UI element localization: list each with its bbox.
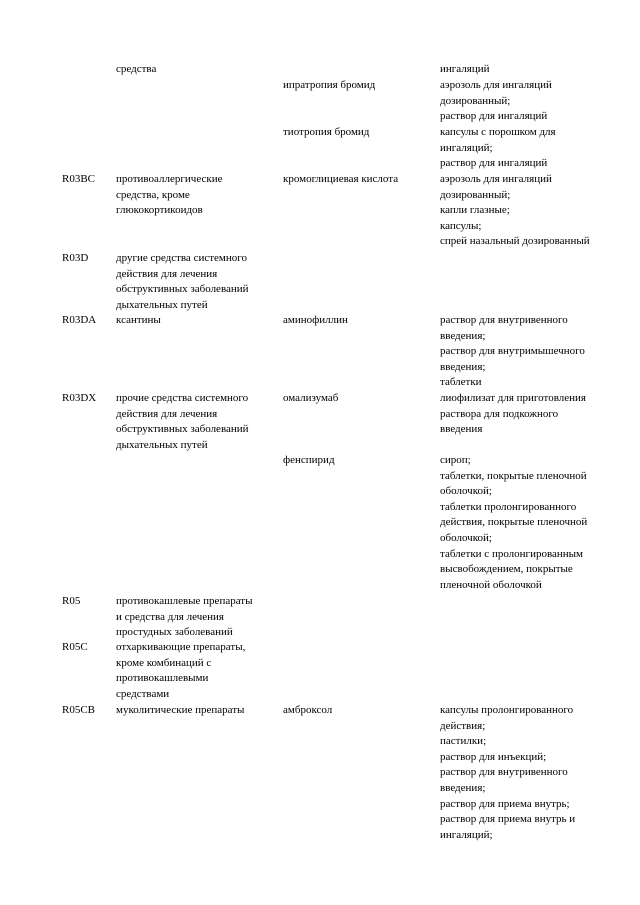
dosage-forms-line: введения; — [440, 360, 486, 373]
dosage-forms — [440, 172, 630, 250]
pharmacological-group-line: муколитические препараты — [116, 704, 245, 716]
dosage-forms-line: спрей назальный дозированный — [440, 235, 590, 248]
dosage-forms-line: таблетки, покрытые пленочной — [440, 469, 587, 482]
drug-name — [283, 703, 433, 719]
pharmacological-group — [116, 594, 274, 641]
pharmacological-group — [116, 172, 274, 219]
pharmacological-group-line: отхаркивающие препараты, — [116, 641, 246, 653]
atc-code — [62, 640, 114, 656]
atc-code-line: R03D — [62, 252, 89, 264]
drug-name-line: тиотропия бромид — [283, 126, 370, 138]
pharmacological-group-line: противокашлевые препараты — [116, 595, 253, 607]
pharmacological-group — [116, 703, 274, 719]
dosage-forms-line: раствор для инъекций; — [440, 750, 547, 763]
dosage-forms-line: сироп; — [440, 454, 471, 466]
atc-code-line: R05 — [62, 595, 81, 607]
pharmacological-group-line: и средства для лечения — [116, 610, 224, 623]
pharmacological-group — [116, 313, 274, 329]
dosage-forms-line: раствор для приема внутрь и — [440, 813, 576, 826]
dosage-forms-line: ингаляций — [440, 63, 490, 75]
drug-name — [283, 391, 433, 407]
dosage-forms-line: аэрозоль для ингаляций — [440, 79, 552, 91]
atc-code — [62, 251, 114, 267]
pharmacological-group-line: противокашлевыми — [116, 672, 209, 685]
pharmacological-group-line: ксантины — [116, 314, 161, 326]
pharmacological-group-line: простудных заболеваний — [116, 626, 233, 639]
pharmacological-group-line: дыхательных путей — [116, 438, 208, 451]
pharmacological-group-line: противоаллергические — [116, 173, 223, 185]
dosage-forms-line: капсулы с порошком для — [440, 126, 556, 138]
dosage-forms-line: дозированный; — [440, 188, 511, 201]
drug-name — [283, 125, 433, 141]
dosage-forms-line: лиофилизат для приготовления — [440, 392, 586, 404]
pharmacological-group-line: средства — [116, 63, 157, 75]
drug-name-line: омализумаб — [283, 392, 339, 404]
atc-code — [62, 172, 114, 188]
dosage-forms-line: раствор для внутримышечного — [440, 345, 585, 358]
atc-code — [62, 391, 114, 407]
dosage-forms-line: оболочкой; — [440, 485, 492, 498]
pharmacological-group-line: средствами — [116, 687, 170, 700]
dosage-forms — [440, 125, 630, 172]
dosage-forms-line: капли глазные; — [440, 204, 510, 217]
atc-code — [62, 703, 114, 719]
drug-name-line: кромоглициевая кислота — [283, 173, 399, 185]
drug-name — [283, 453, 433, 469]
dosage-forms-line: капсулы пролонгированного — [440, 704, 574, 716]
atc-code-line: R03DA — [62, 314, 97, 326]
pharmacological-group-line: средства, кроме — [116, 188, 190, 201]
dosage-forms-line: аэрозоль для ингаляций — [440, 173, 552, 185]
drug-name-line: фенспирид — [283, 454, 335, 466]
pharmacological-group-line: другие средства системного — [116, 252, 247, 264]
atc-code — [62, 313, 114, 329]
atc-code — [62, 594, 114, 610]
dosage-forms-line: таблетки с пролонгированным — [440, 547, 584, 560]
dosage-forms-line: дозированный; — [440, 94, 511, 107]
dosage-forms — [440, 313, 630, 391]
drug-name-line: ипратропия бромид — [283, 79, 376, 91]
dosage-forms-line: введения; — [440, 329, 486, 342]
pharmacological-group-line: действия для лечения — [116, 267, 218, 280]
pharmacological-group — [116, 640, 274, 702]
drug-name — [283, 313, 433, 329]
dosage-forms — [440, 78, 630, 125]
dosage-forms-line: ингаляций; — [440, 828, 493, 841]
dosage-forms — [440, 62, 630, 78]
dosage-forms-line: раствор для внутривенного — [440, 314, 568, 326]
dosage-forms — [440, 453, 630, 593]
dosage-forms-line: введения — [440, 423, 483, 436]
drug-name — [283, 172, 433, 188]
pharmacological-group — [116, 62, 274, 78]
drug-name — [283, 78, 433, 94]
dosage-forms-line: раствор для внутривенного — [440, 766, 568, 779]
dosage-forms-line: капсулы; — [440, 219, 482, 232]
pharmacological-group-line: глюкокортикоидов — [116, 204, 203, 217]
pharmacological-group-line: прочие средства системного — [116, 392, 249, 404]
dosage-forms-line: раствор для приема внутрь; — [440, 797, 570, 810]
dosage-forms-line: раствор для ингаляций — [440, 110, 548, 123]
pharmacological-group-line: обструктивных заболеваний — [116, 283, 249, 296]
pharmacological-group-line: дыхательных путей — [116, 298, 208, 311]
dosage-forms-line: пленочной оболочкой — [440, 578, 542, 591]
dosage-forms-line: оболочкой; — [440, 531, 492, 544]
dosage-forms-line: раствора для подкожного — [440, 407, 559, 420]
dosage-forms — [440, 391, 630, 438]
pharmacological-group-line: действия для лечения — [116, 407, 218, 420]
pharmacological-group — [116, 391, 274, 453]
dosage-forms-line: таблетки пролонгированного — [440, 500, 577, 513]
dosage-forms-line: введения; — [440, 781, 486, 794]
atc-code-line: R05CB — [62, 704, 96, 716]
dosage-forms-line: высвобождением, покрытые — [440, 563, 573, 576]
atc-code-line: R05C — [62, 641, 88, 653]
drug-name-line: аминофиллин — [283, 314, 348, 326]
dosage-forms-line: действия; — [440, 719, 486, 732]
drug-name-line: амброксол — [283, 704, 333, 716]
dosage-forms-line: раствор для ингаляций — [440, 157, 548, 170]
dosage-forms-line: действия, покрытые пленочной — [440, 516, 588, 529]
atc-code-line: R03BC — [62, 173, 96, 185]
dosage-forms-line: пастилки; — [440, 735, 487, 748]
pharmacological-group-line: обструктивных заболеваний — [116, 423, 249, 436]
dosage-forms-line: таблетки — [440, 376, 482, 389]
dosage-forms — [440, 703, 630, 843]
pharmacological-group-line: кроме комбинаций с — [116, 656, 212, 669]
dosage-forms-line: ингаляций; — [440, 141, 493, 154]
pharmacological-group — [116, 251, 274, 313]
atc-code-line: R03DX — [62, 392, 97, 404]
